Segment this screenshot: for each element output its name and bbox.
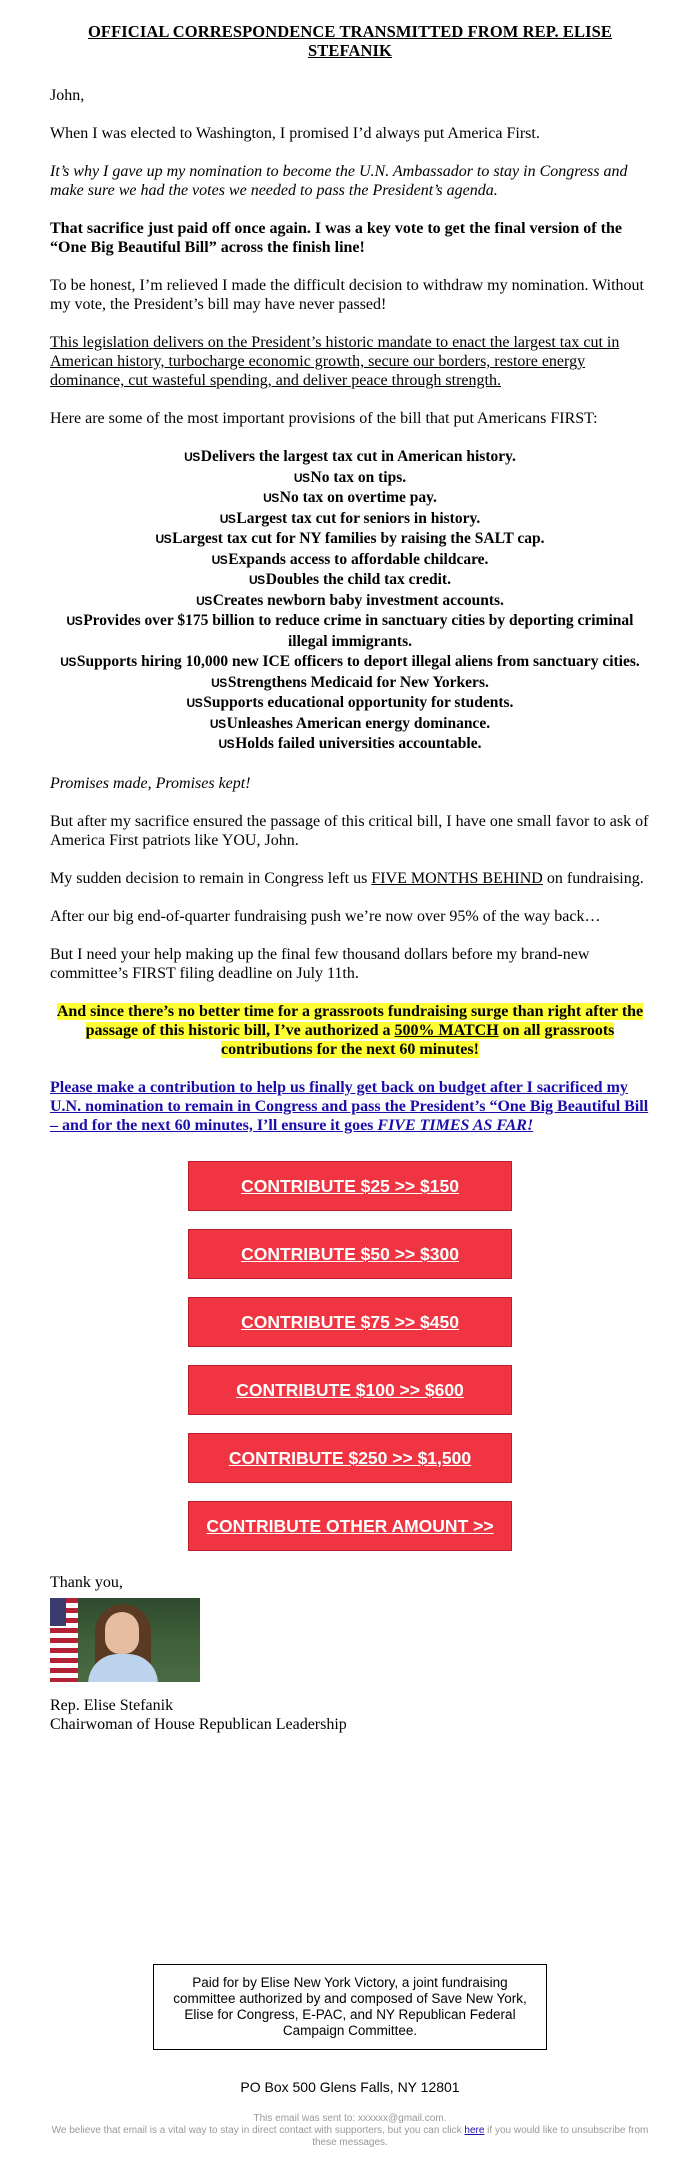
contribute-75-button[interactable]: CONTRIBUTE $75 >> $450 bbox=[188, 1297, 512, 1347]
signer-name: Rep. Elise Stefanik bbox=[50, 1696, 174, 1714]
provision-text: Largest tax cut for seniors in history. bbox=[236, 509, 481, 527]
provisions-list bbox=[50, 447, 650, 755]
paragraph-8-underline: FIVE MONTHS BEHIND bbox=[371, 869, 543, 887]
provision-item bbox=[50, 550, 650, 571]
paragraph-3: That sacrifice just paid off once again. I was a key vote to get the final version of the “One Big Beautiful Bill” across the finish line! bbox=[50, 220, 622, 256]
page-title: OFFICIAL CORRESPONDENCE TRANSMITTED FROM REP. ELISE STEFANIK bbox=[87, 22, 613, 60]
provision-text: Strengthens Medicaid for New Yorkers. bbox=[227, 673, 489, 691]
paragraph-9: After our big end-of-quarter fundraising push we’re now over 95% of the way back… bbox=[50, 907, 601, 925]
us-flag-icon: US bbox=[186, 696, 203, 710]
provision-item bbox=[50, 447, 650, 468]
provision-item bbox=[50, 509, 650, 530]
paragraph-4: To be honest, I’m relieved I made the difficult decision to withdraw my nomination. Without my vote, the President’s bill may have never passed! bbox=[50, 277, 644, 313]
paragraph-1: When I was elected to Washington, I promised I’d always put America First. bbox=[50, 125, 540, 142]
provision-item bbox=[50, 673, 650, 694]
paragraph-6: Here are some of the most important provisions of the bill that put Americans FIRST: bbox=[50, 410, 598, 427]
us-flag-icon: US bbox=[293, 470, 310, 485]
greeting: John, bbox=[50, 87, 85, 104]
us-flag-icon: US bbox=[66, 614, 83, 628]
provision-item bbox=[50, 488, 650, 509]
footer-unsubscribe bbox=[50, 2125, 650, 2149]
us-flag-icon: US bbox=[209, 716, 226, 731]
contribute-250-button[interactable]: CONTRIBUTE $250 >> $1,500 bbox=[188, 1433, 512, 1483]
us-flag-icon: US bbox=[249, 573, 265, 587]
us-flag-icon: US bbox=[211, 675, 227, 690]
us-flag-icon: US bbox=[218, 737, 235, 751]
contribute-other-button[interactable]: CONTRIBUTE OTHER AMOUNT >> bbox=[188, 1501, 512, 1551]
signer-title: Chairwoman of House Republican Leadership bbox=[50, 1715, 347, 1733]
us-flag-icon: US bbox=[60, 655, 76, 669]
cta-link-text[interactable]: Please make a contribution to help us finally get back on budget after I sacrificed my U.N. nomination to remain in Congress and pass the President’s “One Big Beautiful Bill – and for the next 60 minutes, I’ll ensure it goes bbox=[50, 1078, 649, 1134]
provision-item bbox=[50, 652, 650, 673]
provision-text: Supports hiring 10,000 new ICE officers to deport illegal aliens from sanctuary cities. bbox=[76, 653, 640, 670]
paragraph-10: But I need your help making up the final few thousand dollars before my brand-new committee’s FIRST filing deadline on July 11th. bbox=[50, 945, 590, 982]
contribute-100-button[interactable]: CONTRIBUTE $100 >> $600 bbox=[188, 1365, 512, 1415]
provision-text: Creates newborn baby investment accounts. bbox=[212, 591, 504, 609]
provision-text: Delivers the largest tax cut in American history. bbox=[200, 448, 516, 465]
footer-post: if you would like to unsubscribe from these messages. bbox=[312, 2124, 649, 2148]
footer-sent-to: This email was sent to: xxxxxx@gmail.com. bbox=[253, 2112, 447, 2124]
paragraph-8-post: on fundraising. bbox=[542, 869, 644, 887]
provision-item bbox=[50, 468, 650, 489]
provision-text: No tax on tips. bbox=[310, 468, 407, 486]
provision-text: Expands access to affordable childcare. bbox=[228, 550, 489, 568]
cta-link[interactable] bbox=[50, 1079, 648, 1134]
match-highlight bbox=[50, 1002, 650, 1059]
unsubscribe-link[interactable]: here bbox=[464, 2124, 485, 2136]
footer-pre: We believe that email is a vital way to stay in direct contact with supporters, but you can click bbox=[51, 2124, 465, 2136]
contribution-cta-link[interactable] bbox=[50, 1078, 650, 1135]
us-flag-icon: US bbox=[263, 491, 279, 505]
contribute-25-button[interactable]: CONTRIBUTE $25 >> $150 bbox=[188, 1161, 512, 1211]
provision-text: Unleashes American energy dominance. bbox=[226, 714, 491, 732]
signer-photo bbox=[50, 1598, 200, 1682]
email-footer bbox=[50, 2113, 650, 2149]
provision-text: Holds failed universities accountable. bbox=[235, 735, 482, 752]
paragraph-7: But after my sacrifice ensured the passage of this critical bill, I have one small favor to ask of America First patriots like YOU, John. bbox=[50, 812, 649, 849]
us-flag-icon: US bbox=[219, 511, 236, 526]
match-highlight-post: on all grassroots contributions for the next 60 minutes! bbox=[221, 1021, 615, 1058]
provision-text: Provides over $175 billion to reduce crime in sanctuary cities by deporting criminal illegal immigrants. bbox=[83, 612, 634, 650]
us-flag-icon: US bbox=[155, 532, 172, 546]
provision-item bbox=[50, 734, 650, 755]
contribute-50-button[interactable]: CONTRIBUTE $50 >> $300 bbox=[188, 1229, 512, 1279]
paragraph-8-pre: My sudden decision to remain in Congress left us bbox=[50, 869, 372, 887]
match-highlight-underline: 500% MATCH bbox=[394, 1021, 499, 1039]
thanks-line: Thank you, bbox=[50, 1573, 123, 1591]
provision-item bbox=[50, 570, 650, 591]
provision-text: Largest tax cut for NY families by raising the SALT cap. bbox=[172, 530, 545, 547]
promises-line: Promises made, Promises kept! bbox=[50, 774, 251, 792]
provision-item bbox=[50, 529, 650, 550]
provision-item bbox=[50, 714, 650, 735]
us-flag-icon: US bbox=[211, 552, 228, 567]
paragraph-8 bbox=[50, 869, 650, 888]
provision-item bbox=[50, 591, 650, 612]
paragraph-5: This legislation delivers on the President’s historic mandate to enact the largest tax cut in American history, turbocharge economic growth, secure our borders, restore energy dominance, cut wasteful spending, and deliver peace through strength. bbox=[50, 334, 620, 389]
us-flag-icon: US bbox=[196, 593, 212, 608]
cta-link-emphasis[interactable]: FIVE TIMES AS FAR! bbox=[377, 1116, 534, 1134]
paragraph-2: It’s why I gave up my nomination to become the U.N. Ambassador to stay in Congress and make sure we had the votes we needed to pass the President’s agenda. bbox=[50, 163, 628, 199]
paid-for-disclaimer: Paid for by Elise New York Victory, a joint fundraising committee authorized by and composed of Save New York, Elise for Congress, E-PAC, and NY Republican Federal Campaign Committee. bbox=[153, 1964, 547, 2050]
email-body bbox=[50, 0, 650, 2149]
provision-text: No tax on overtime pay. bbox=[279, 489, 437, 506]
mailing-address: PO Box 500 Glens Falls, NY 12801 bbox=[240, 2078, 460, 2095]
provision-text: Supports educational opportunity for students. bbox=[203, 694, 514, 711]
provision-item bbox=[50, 693, 650, 714]
contribute-buttons bbox=[188, 1161, 512, 1551]
provision-text: Doubles the child tax credit. bbox=[265, 571, 451, 588]
us-flag-icon: US bbox=[184, 450, 200, 464]
provision-item bbox=[50, 611, 650, 652]
match-highlight-pre: And since there’s no better time for a grassroots fundraising surge than right after the passage of this historic bill, I’ve authorized a bbox=[56, 1002, 644, 1039]
